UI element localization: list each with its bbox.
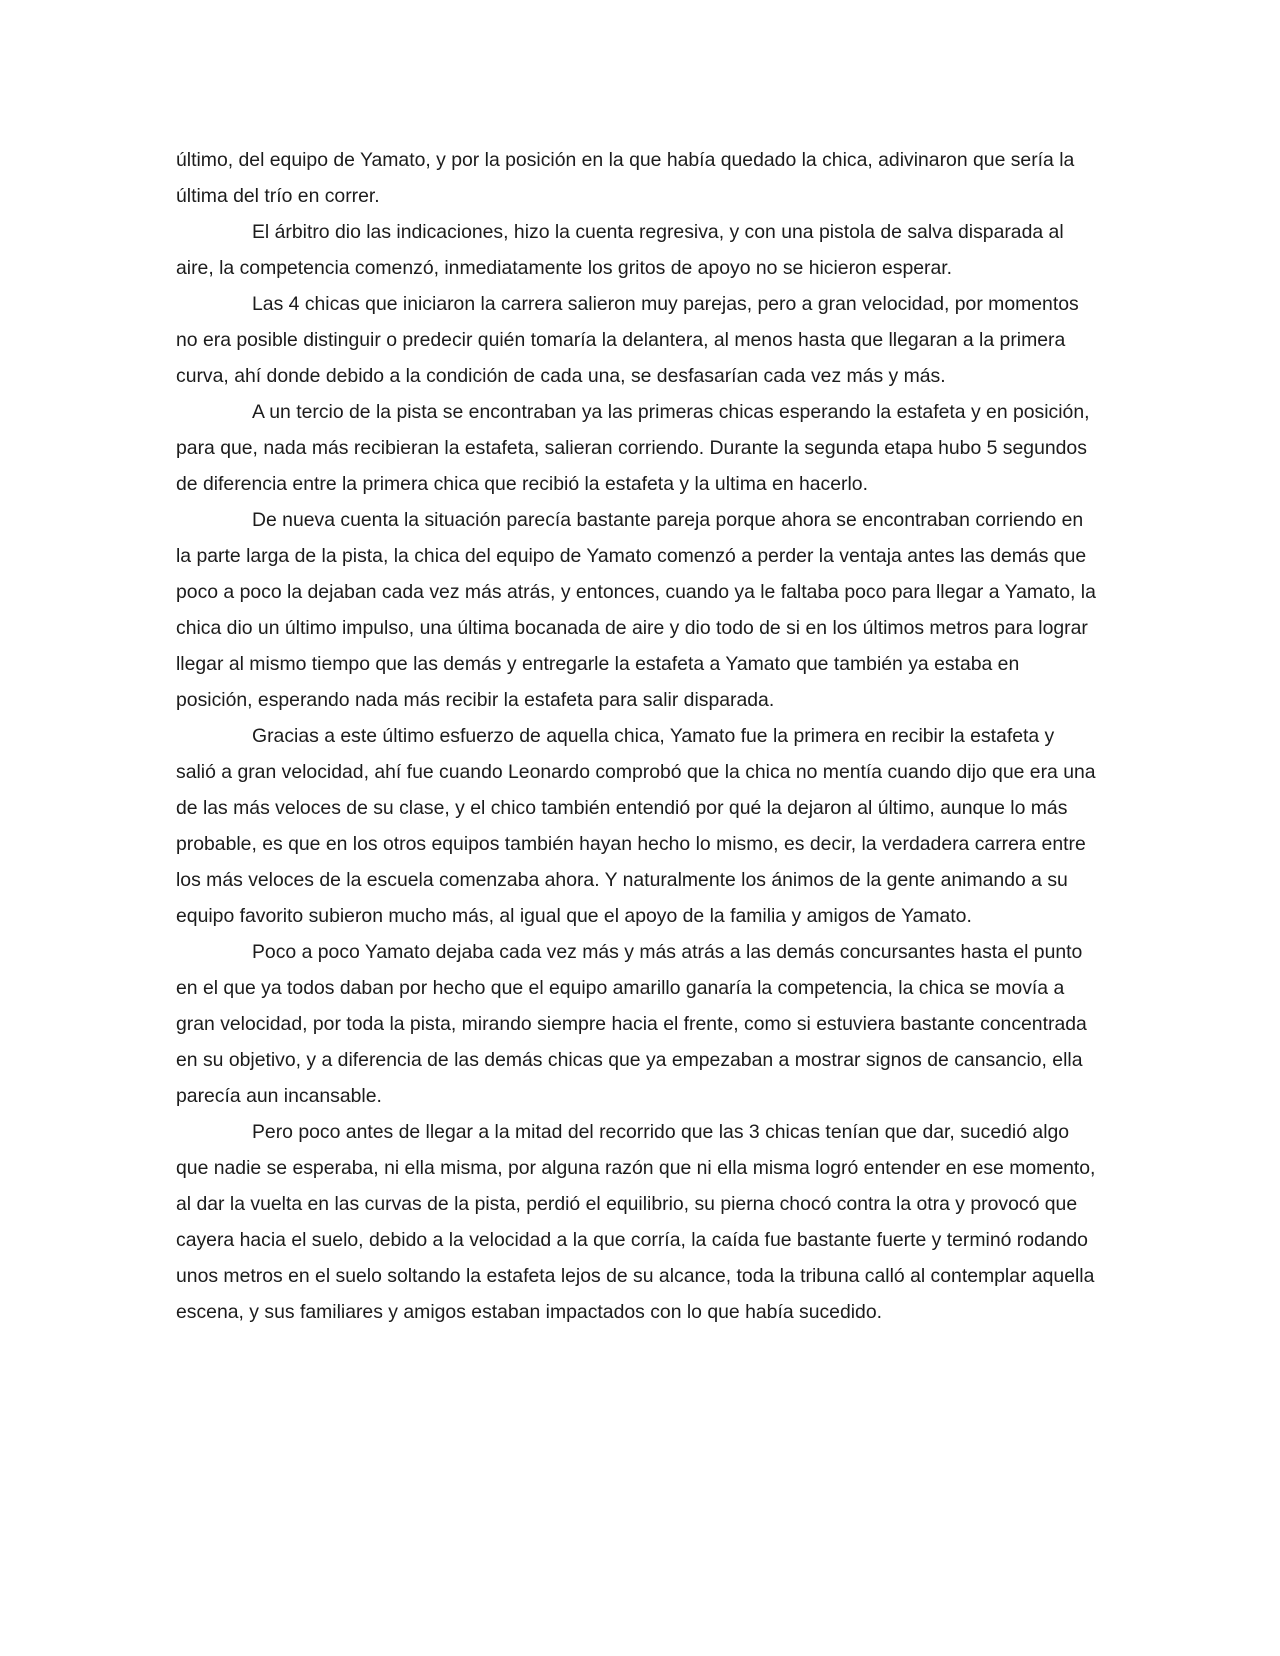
paragraph-6: Gracias a este último esfuerzo de aquella chica, Yamato fue la primera en recibir la estafeta y salió a gran velocidad, ahí fue cuando Leonardo comprobó que la chica no mentía cuando dijo que era una de las más veloces de su clase, y el chico también entendió por qué la dejaron al último, aunque lo más probable, es que en los otros equipos también hayan hecho lo mismo, es decir, la verdadera carrera entre los más veloces de la escuela comenzaba ahora. Y naturalmente los ánimos de la gente animando a su equipo favorito subieron mucho más, al igual que el apoyo de la familia y amigos de Yamato. xyxy=(176,725,1096,927)
paragraph-7: Poco a poco Yamato dejaba cada vez más y más atrás a las demás concursantes hasta el punto en el que ya todos daban por hecho que el equipo amarillo ganaría la competencia, la chica se movía a gran velocidad, por toda la pista, mirando siempre hacia el frente, como si estuviera bastante concentrada en su objetivo, y a diferencia de las demás chicas que ya empezaban a mostrar signos de cansancio, ella parecía aun incansable. xyxy=(176,941,1087,1107)
paragraph-8: Pero poco antes de llegar a la mitad del recorrido que las 3 chicas tenían que dar, sucedió algo que nadie se esperaba, ni ella misma, por alguna razón que ni ella misma logró entender en ese momento, al dar la vuelta en las curvas de la pista, perdió el equilibrio, su pierna chocó contra la otra y provocó que cayera hacia el suelo, debido a la velocidad a la que corría, la caída fue bastante fuerte y terminó rodando unos metros en el suelo soltando la estafeta lejos de su alcance, toda la tribuna calló al contemplar aquella escena, y sus familiares y amigos estaban impactados con lo que había sucedido. xyxy=(176,1121,1096,1323)
paragraph-5: De nueva cuenta la situación parecía bastante pareja porque ahora se encontraban corriendo en la parte larga de la pista, la chica del equipo de Yamato comenzó a perder la ventaja antes las demás que poco a poco la dejaban cada vez más atrás, y entonces, cuando ya le faltaba poco para llegar a Yamato, la chica dio un último impulso, una última bocanada de aire y dio todo de si en los últimos metros para lograr llegar al mismo tiempo que las demás y entregarle la estafeta a Yamato que también ya estaba en posición, esperando nada más recibir la estafeta para salir disparada. xyxy=(176,509,1096,711)
document-body xyxy=(176,142,1096,1330)
paragraph-4: A un tercio de la pista se encontraban ya las primeras chicas esperando la estafeta y en posición, para que, nada más recibieran la estafeta, salieran corriendo. Durante la segunda etapa hubo 5 segundos de diferencia entre la primera chica que recibió la estafeta y la ultima en hacerlo. xyxy=(176,401,1090,495)
paragraph-2: El árbitro dio las indicaciones, hizo la cuenta regresiva, y con una pistola de salva disparada al aire, la competencia comenzó, inmediatamente los gritos de apoyo no se hicieron esperar. xyxy=(176,221,1064,279)
paragraph-1: último, del equipo de Yamato, y por la posición en la que había quedado la chica, adivinaron que sería la última del trío en correr. xyxy=(176,149,1075,207)
paragraph-3: Las 4 chicas que iniciaron la carrera salieron muy parejas, pero a gran velocidad, por momentos no era posible distinguir o predecir quién tomaría la delantera, al menos hasta que llegaran a la primera curva, ahí donde debido a la condición de cada una, se desfasarían cada vez más y más. xyxy=(176,293,1079,387)
